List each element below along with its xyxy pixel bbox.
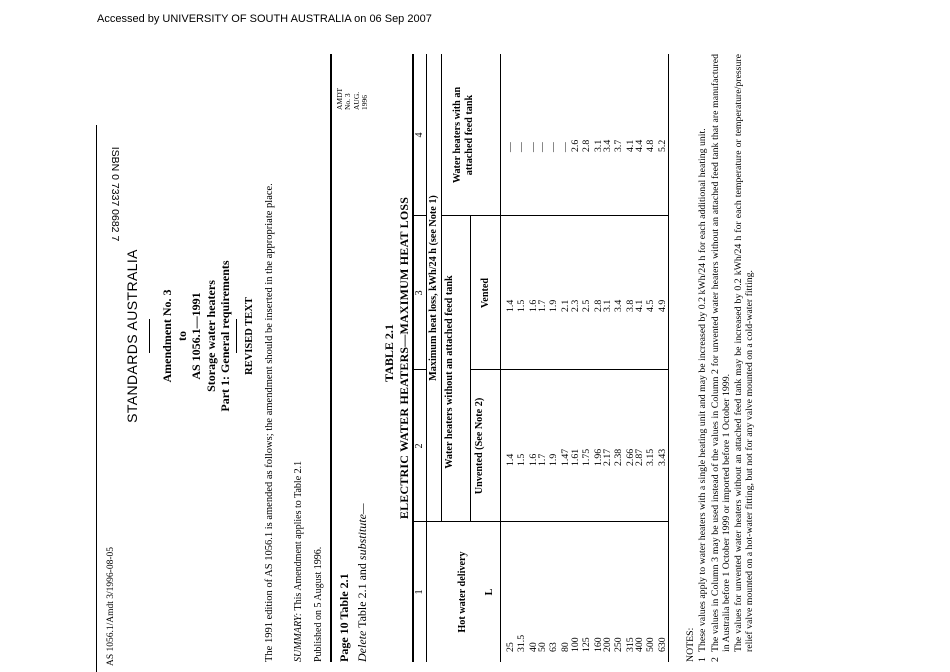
intro-paragraph: The 1991 edition of AS 1056.1 is amended as follows; the amendment should be inserted in the appropriate place. xyxy=(264,183,275,662)
table-cell: 100 xyxy=(570,637,581,652)
title-line: Amendment No. 3 xyxy=(160,289,174,383)
table-cell: 4.1 xyxy=(634,299,645,312)
table-cell: 2.87 xyxy=(634,448,645,466)
amendment-page xyxy=(100,0,900,672)
vented-group xyxy=(634,300,668,312)
title-divider-top xyxy=(149,319,150,353)
title-line: Storage water heaters xyxy=(203,280,218,392)
table-title: ELECTRIC WATER HEATERS—MAXIMUM HEAT LOSS xyxy=(397,196,411,520)
delivery-unit: L xyxy=(484,588,495,596)
note-text: These values apply to water heaters with a single heating unit and may be increased by 0.2 kWh/24 h for each additional heating unit. xyxy=(697,128,709,652)
table-cell: 125 xyxy=(581,637,593,652)
table-cell: 1.4 xyxy=(505,453,516,466)
table-cell: 400 xyxy=(634,637,645,652)
margin-note-line: AMDT xyxy=(335,87,344,110)
table-cell: 4.1 xyxy=(624,139,636,152)
margin-note-line: 1996 xyxy=(359,95,369,110)
table-cell: 2.6 xyxy=(570,139,581,152)
table-cell: 1.75 xyxy=(581,448,593,466)
title-line: AS 1056.1—1991 xyxy=(189,292,204,380)
table-cell: 1.7 xyxy=(537,453,548,466)
document-reference: AS 1056.1/Amdt 3/1996-08-05 xyxy=(106,546,116,666)
table-cell: 1.6 xyxy=(527,453,539,466)
table-notes xyxy=(685,54,756,662)
delete-target: Table 2.1 and xyxy=(355,563,369,628)
table-cell: 250 xyxy=(613,637,625,652)
summary-label: SUMMARY: xyxy=(293,612,304,662)
table-cell: 1.5 xyxy=(516,299,528,312)
table-label: TABLE 2.1 xyxy=(382,324,396,382)
table-cell: 2.8 xyxy=(592,299,604,312)
table-cell: 2.1 xyxy=(559,299,571,312)
column-divider-2 xyxy=(470,369,668,370)
table-cell: 4.8 xyxy=(645,139,657,152)
unvented-header: Unvented (See Note 2) xyxy=(474,397,485,495)
isbn-number: ISBN 0 7337 0682 7 xyxy=(109,146,121,242)
table-cell: — xyxy=(516,142,528,152)
table-cell: — xyxy=(505,142,516,152)
table-cell: 4.5 xyxy=(645,299,657,312)
column-number: 2 xyxy=(414,443,425,449)
unvented-group xyxy=(537,449,571,466)
table-cell: 1.96 xyxy=(592,448,604,466)
table-cell: 25 xyxy=(505,642,516,652)
table-cell: 200 xyxy=(602,637,613,652)
access-banner: Accessed by UNIVERSITY OF SOUTH AUSTRALIA on 06 Sep 2007 xyxy=(97,13,432,25)
table-cell: 5.2 xyxy=(656,139,668,152)
title-line: Part 1: General requirements xyxy=(218,260,233,412)
table-cell: 500 xyxy=(645,637,657,652)
table-cell: 3.1 xyxy=(602,299,613,312)
without-tank-header: Water heaters without an attached feed tank xyxy=(444,275,455,469)
table-cell: 2.5 xyxy=(581,299,593,312)
note-item xyxy=(710,54,733,662)
amendment-title-block xyxy=(160,0,233,672)
table-cell: 2.8 xyxy=(581,139,593,152)
table-cell: 2.17 xyxy=(602,448,613,466)
note-text: The values in Column 3 may be used instead of the values in Column 2 for unvented water heaters without an attached feed tank that are manufactured in Australia before 1 October 1999 or imported before 1 October 1999. xyxy=(709,54,732,652)
table-cell: 3.4 xyxy=(613,299,625,312)
with-tank-group xyxy=(537,142,571,152)
table-cell: 630 xyxy=(656,637,668,652)
table-cell: 4.4 xyxy=(634,139,645,152)
table-cell: — xyxy=(537,142,548,152)
table-cell: 160 xyxy=(592,637,604,652)
table-cell: 2.38 xyxy=(613,448,625,466)
delivery-group xyxy=(505,635,539,652)
vented-group xyxy=(537,300,571,312)
table-cell: 3.1 xyxy=(592,139,604,152)
published-date: Published on 5 August 1996. xyxy=(313,546,324,662)
table-cell: 1.6 xyxy=(527,299,539,312)
delete-word: Delete xyxy=(355,630,369,662)
delivery-group xyxy=(537,642,571,652)
section-divider xyxy=(330,54,332,662)
column-number: 4 xyxy=(414,132,425,138)
table-cell: 3.4 xyxy=(602,139,613,152)
table-cell: 63 xyxy=(548,642,560,652)
table-cell: 80 xyxy=(559,642,571,652)
table-cell: 1.9 xyxy=(548,299,560,312)
table-cell: 3.15 xyxy=(645,448,657,466)
title-divider-bottom xyxy=(236,319,237,353)
delete-instruction xyxy=(355,503,369,662)
summary-text: This Amendment applies to Table 2.1 xyxy=(293,460,304,611)
table-cell: 2.3 xyxy=(570,299,581,312)
with-tank-header: Water heaters with an attached feed tank xyxy=(452,86,476,184)
vented-group xyxy=(505,300,539,312)
column-number: 1 xyxy=(414,589,425,595)
page-table-reference: Page 10 Table 2.1 xyxy=(337,573,351,662)
organisation-name: STANDARDS AUSTRALIA xyxy=(124,249,140,423)
table-cell: — xyxy=(527,142,539,152)
note-number: 2 xyxy=(709,657,721,662)
table-cell: 2.66 xyxy=(624,448,636,466)
header-bottom-rule xyxy=(500,54,501,662)
table-cell: 40 xyxy=(527,642,539,652)
table-cell: — xyxy=(559,142,571,152)
delivery-group xyxy=(602,637,636,652)
table-cell: 3.8 xyxy=(624,299,636,312)
table-bottom-rule xyxy=(668,54,669,662)
hot-water-delivery-header: Hot water delivery xyxy=(457,551,468,633)
note-number: 1 xyxy=(697,657,709,662)
with-tank-group xyxy=(634,140,668,152)
revised-text-heading: REVISED TEXT xyxy=(244,297,255,375)
rotated-page-stage xyxy=(100,0,900,672)
vented-header: Vented xyxy=(480,277,491,309)
table-cell: 1.7 xyxy=(537,299,548,312)
table-cell: 1.5 xyxy=(516,453,528,466)
left-margin-rule xyxy=(96,125,97,672)
unvented-group xyxy=(602,449,636,466)
with-tank-group xyxy=(602,140,636,152)
title-line: to xyxy=(174,331,189,341)
max-heat-loss-header: Maximum heat loss, kWh/24 h (see Note 1) xyxy=(428,195,439,381)
table-cell: 315 xyxy=(624,637,636,652)
max-loss-rule xyxy=(441,54,442,522)
notes-heading: NOTES: xyxy=(685,627,696,662)
substitute-word: substitute— xyxy=(355,503,369,561)
table-cell: 50 xyxy=(537,642,548,652)
vented-group xyxy=(570,300,604,312)
table-cell: — xyxy=(548,142,560,152)
table-cell: 1.9 xyxy=(548,453,560,466)
note-item xyxy=(733,54,756,662)
with-tank-group xyxy=(570,140,604,152)
table-cell: 3.43 xyxy=(656,448,668,466)
column-divider-1 xyxy=(412,521,668,522)
with-tank-group xyxy=(505,142,539,152)
unvented-group xyxy=(634,449,668,466)
table-cell: 3.7 xyxy=(613,139,625,152)
delivery-group xyxy=(634,637,668,652)
summary-line xyxy=(293,461,305,662)
note-text: The values for unvented water heaters without an attached feed tank may be increased by 0.2 kWh/24 h for each temperature or temperature/pressure relief valve mounted on a hot-water fitting, but not for any valve mounted on a cold-water fitting. xyxy=(733,54,756,652)
note-item xyxy=(697,54,708,662)
margin-note-line: AUG. xyxy=(351,91,361,110)
margin-note-line: No. 3 xyxy=(343,93,353,110)
unvented-group xyxy=(505,454,539,466)
delivery-group xyxy=(570,637,604,652)
table-cell: 4.9 xyxy=(656,299,668,312)
table-cell: 31.5 xyxy=(516,634,528,652)
table-cell: 1.61 xyxy=(570,448,581,466)
column-divider-3 xyxy=(441,215,668,216)
table-cell: 1.47 xyxy=(559,448,571,466)
vented-group xyxy=(602,300,636,312)
unvented-group xyxy=(570,449,604,466)
column-number: 3 xyxy=(414,290,425,296)
table-cell: 1.4 xyxy=(505,299,516,312)
amendment-margin-note xyxy=(336,76,369,110)
